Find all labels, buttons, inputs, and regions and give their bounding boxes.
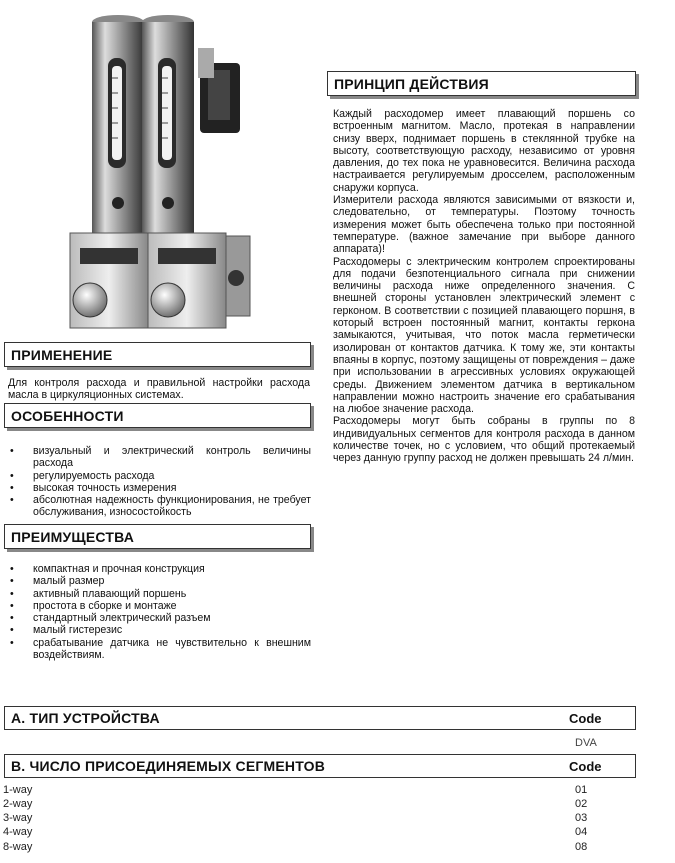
principle-heading (327, 71, 636, 96)
section-b-title: B. ЧИСЛО ПРИСОЕДИНЯЕМЫХ СЕГМЕНТОВ (11, 758, 326, 774)
application-text: Для контроля расхода и правильной настройки расхода масла в циркуляционных системах. (8, 377, 310, 402)
principle-text (333, 108, 635, 465)
advantages-list (6, 563, 311, 661)
list-item: • визуальный и электрический контроль величины расхода (6, 445, 311, 470)
list-item: • малый размер (6, 575, 311, 587)
table-row-code: 04 (575, 826, 588, 838)
table-row-label: 4-way (3, 826, 33, 838)
section-a-title: A. ТИП УСТРОЙСТВА (11, 710, 160, 726)
advantages-title: ПРЕИМУЩЕСТВА (11, 528, 135, 545)
table-row-label: 3-way (3, 812, 33, 824)
principle-paragraph-2: Измерители расхода являются зависимыми от вязкости и, следовательно, от температуры. Поэтому точность измерения может быть обеспечена только при постоянной температуре. (важное замечание при выборе данного аппарата)! (333, 194, 635, 256)
list-item: • стандартный электрический разъем (6, 612, 311, 624)
application-heading (4, 342, 311, 367)
list-item: • абсолютная надежность функционирования, не требует обслуживания, износостойкость (6, 494, 311, 519)
list-item: • регулируемость расхода (6, 470, 311, 482)
table-row-label: 2-way (3, 798, 33, 810)
table-row-label: 8-way (3, 841, 33, 853)
table-row-code: 08 (575, 841, 588, 853)
section-b-heading (4, 754, 636, 778)
list-item: • малый гистерезис (6, 624, 311, 636)
list-item: • активный плавающий поршень (6, 588, 311, 600)
list-item: • компактная и прочная конструкция (6, 563, 311, 575)
table-row-code: 03 (575, 812, 588, 824)
features-title: ОСОБЕННОСТИ (11, 407, 124, 424)
advantages-heading (4, 524, 311, 549)
table-row-code: 02 (575, 798, 588, 810)
features-list (6, 445, 311, 519)
application-title: ПРИМЕНЕНИЕ (11, 346, 113, 363)
list-item: • срабатывание датчика не чувствительно к внешним воздействиям. (6, 637, 311, 662)
product-photo (60, 8, 270, 333)
section-a-heading (4, 706, 636, 730)
principle-paragraph-1: Каждый расходомер имеет плавающий поршень со встроенным магнитом. Масло, протекая в направлении снизу вверх, поднимает поршень в стеклянной трубке на высоту, соответствующую расходу, независимо от уровня давления, до тех пока не уравновесится. Величина расхода настраивается регулируемым дросселем, расположенным снаружи корпуса. (333, 108, 635, 194)
list-item: • простота в сборке и монтаже (6, 600, 311, 612)
principle-paragraph-4: Расходомеры могут быть собраны в группы по 8 индивидуальных сегментов для контроля расхода в данном количестве точек, но с условием, что общий протекаемый через данную группу расход не должен превышать 24 л/мин. (333, 415, 635, 465)
principle-title: ПРИНЦИП ДЕЙСТВИЯ (334, 75, 489, 92)
table-row-code: 01 (575, 784, 588, 796)
section-b-code-label: Code (569, 759, 602, 774)
features-heading (4, 403, 311, 428)
section-a-value: DVA (575, 737, 597, 749)
list-item: • высокая точность измерения (6, 482, 311, 494)
section-a-code-label: Code (569, 711, 602, 726)
principle-paragraph-3: Расходомеры с электрическим контролем спроектированы для подачи безпотенциального сигнала при снижении величины расхода ниже определенного значения. С внешней стороны установлен электрический элемент с герконом. В соответствии с позицией плавающего поршня, в который встроен постоянный магнит, контакты геркона замыкаются, учитывая, что поток масла герметически изолирован от контактов датчика. К тому же, эти контакты впаяны в корпус, поэтому защищены от повреждения – даже при использовании в агрессивных условиях окружающей среды. Движением элементом датчика в вертикальном направлении можно настроить значение его срабатывания на любое значение расхода. (333, 255, 635, 416)
table-row-label: 1-way (3, 784, 33, 796)
